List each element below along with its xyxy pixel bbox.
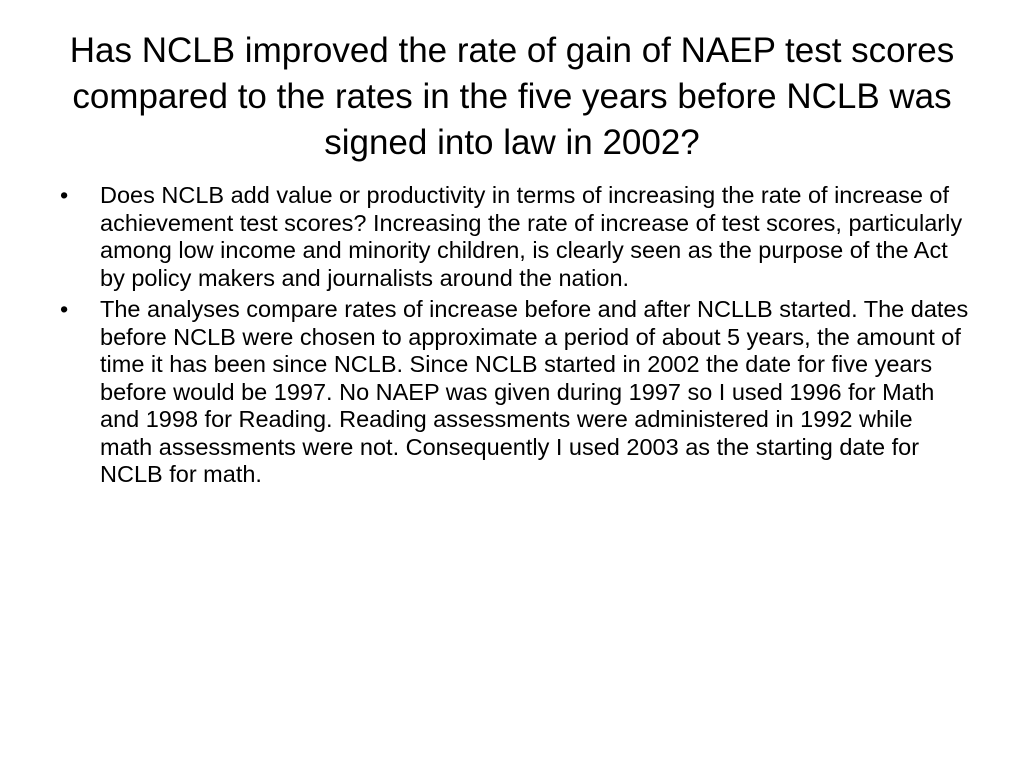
bullet-icon: • [60,296,69,322]
slide-title: Has NCLB improved the rate of gain of NAEP test scores compared to the rates in the five years before NCLB was signed into law in 2002? [69,31,955,162]
bullet-list [60,182,970,493]
bullet-text: Does NCLB add value or productivity in terms of increasing the rate of increase of achievement test scores? Increasing the rate of increase of test scores, particularly among low income and minority children, is clearly seen as the purpose of the Act by policy makers and journalists around the nation. [100,182,963,291]
bullet-item [60,296,970,489]
bullet-text: The analyses compare rates of increase before and after NCLLB started. The dates before NCLB were chosen to approximate a period of about 5 years, the amount of time it has been since NCLB. Since NCLB started in 2002 the date for five years before would be 1997. No NAEP was given during 1997 so I used 1996 for Math and 1998 for Reading. Reading assessments were administered in 1992 while math assessments were not. Consequently I used 2003 as the starting date for NCLB for math. [100,296,969,487]
bullet-icon: • [60,182,69,208]
bullet-item [60,182,970,292]
